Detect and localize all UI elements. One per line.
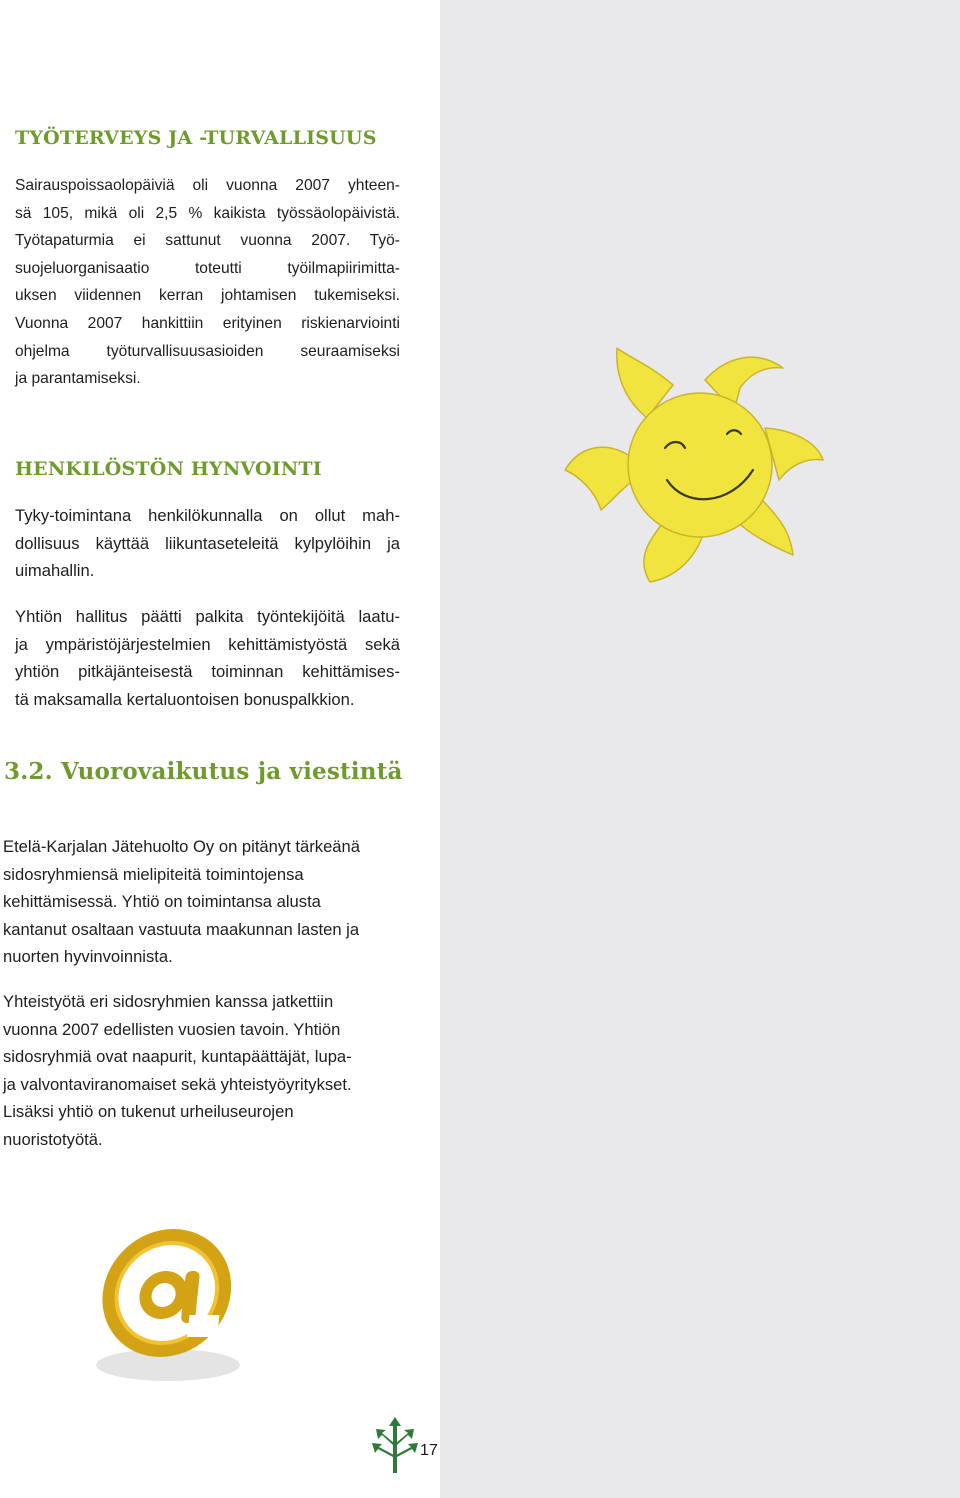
text-line: tä maksamalla kertaluontoisen bonuspalkkion.: [15, 689, 355, 709]
text-line: sä 105, mikä oli 2,5 % kaikista työssäolopäivistä.: [15, 204, 400, 222]
communication-paragraph-2: [3, 988, 403, 1154]
section-heading-staff-wellbeing: HENKILÖSTÖN HYNVOINTI: [15, 458, 322, 480]
text-line: ja parantamiseksi.: [15, 370, 141, 388]
text-line: yhtiön pitkäjänteisestä toiminnan kehittämises-: [15, 662, 400, 682]
text-line: Etelä-Karjalan Jätehuolto Oy on pitänyt tärkeänä: [3, 837, 360, 856]
text-line: dollisuus käyttää liikuntaseteleitä kylpylöihin ja: [15, 533, 400, 553]
text-line: nuorten hyvinvoinnista.: [3, 947, 173, 967]
text-line: kantanut osaltaan vastuuta maakunnan lasten ja: [3, 919, 360, 939]
text-line: sidosryhmiensä mielipiteitä toimintojensa: [3, 864, 304, 884]
text-line: uksen viidennen kerran johtamisen tukemiseksi.: [15, 287, 400, 305]
text-line: suojeluorganisaatio toteutti työilmapiirimitta-: [15, 259, 400, 277]
text-line: sidosryhmiä ovat naapurit, kuntapäättäjät, lupa-: [3, 1047, 352, 1067]
text-line: Työtapaturmia ei sattunut vuonna 2007. Työ-: [15, 232, 400, 250]
text-line: vuonna 2007 edellisten vuosien tavoin. Yhtiön: [3, 1019, 341, 1039]
section-heading-interaction-communication: 3.2. Vuorovaikutus ja viestintä: [4, 758, 403, 785]
text-line: nuoristotyötä.: [3, 1129, 103, 1149]
text-line: ja valvontaviranomaiset sekä yhteistyöyritykset.: [3, 1074, 352, 1094]
company-tree-logo: [372, 1415, 418, 1475]
text-line: Yhteistyötä eri sidosryhmien kanssa jatkettiin: [3, 992, 334, 1011]
staff-wellbeing-paragraph-1: [15, 502, 400, 585]
text-line: Sairauspoissaolopäiviä oli vuonna 2007 yhteen-: [15, 177, 400, 194]
smiling-sun-illustration: [555, 330, 840, 590]
golden-at-sign-icon: [80, 1215, 250, 1390]
text-line: ohjelma työturvallisuusasioiden seuraamiseksi: [15, 342, 400, 360]
staff-wellbeing-paragraph-2: [15, 603, 400, 713]
text-line: kehittämisessä. Yhtiö on toimintansa alusta: [3, 892, 321, 912]
section-heading-occupational-safety: TYÖTERVEYS JA -TURVALLISUUS: [15, 127, 377, 149]
text-line: Yhtiön hallitus päätti palkita työntekijöitä laatu-: [15, 607, 400, 626]
page-number: 17: [420, 1442, 438, 1459]
communication-paragraph-1: [3, 833, 403, 971]
right-margin-panel: [440, 0, 960, 1498]
text-line: Vuonna 2007 hankittiin erityinen riskienarviointi: [15, 314, 400, 332]
text-line: Lisäksi yhtiö on tukenut urheiluseurojen: [3, 1102, 294, 1122]
text-line: ja ympäristöjärjestelmien kehittämistyöstä sekä: [15, 634, 400, 654]
text-line: Tyky-toimintana henkilökunnalla on ollut mah-: [15, 506, 400, 525]
occupational-safety-paragraph: [15, 172, 400, 393]
text-line: uimahallin.: [15, 561, 95, 581]
